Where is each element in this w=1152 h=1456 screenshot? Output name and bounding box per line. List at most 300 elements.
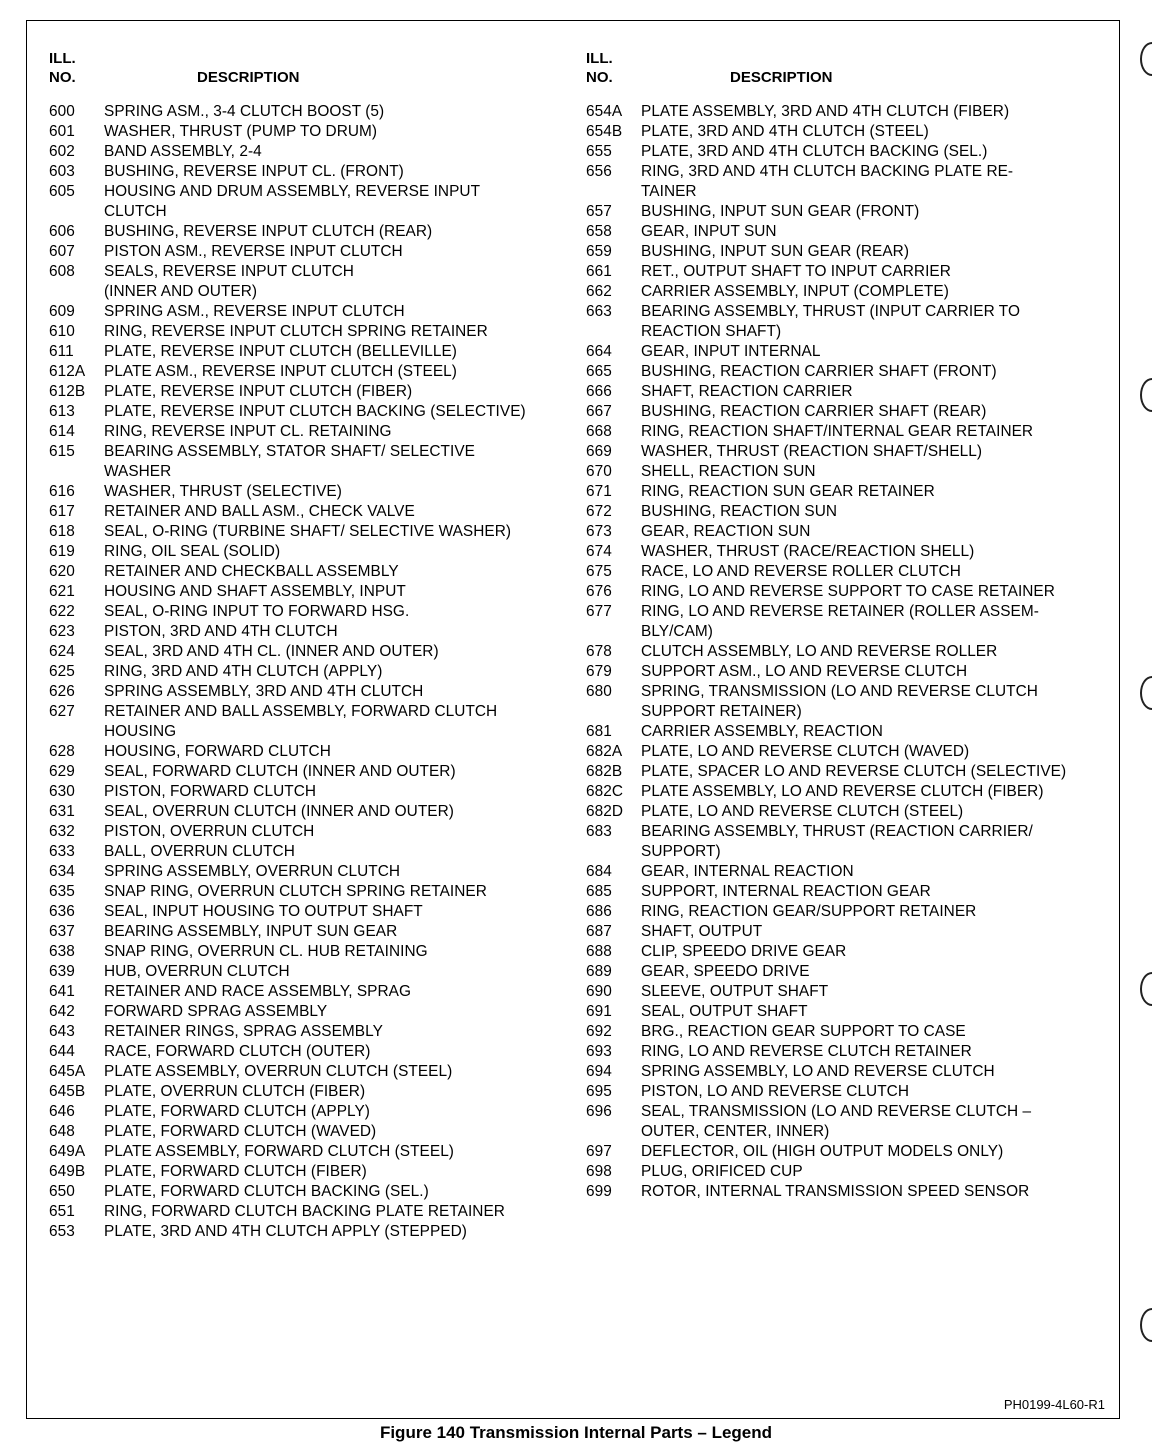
item-number: 687 bbox=[586, 923, 612, 940]
legend-item bbox=[584, 262, 1114, 282]
item-number: 670 bbox=[586, 463, 612, 480]
legend-item bbox=[47, 142, 567, 162]
legend-item bbox=[47, 1202, 567, 1222]
item-description: PLATE ASSEMBLY, FORWARD CLUTCH (STEEL) bbox=[104, 1143, 454, 1160]
item-number: 657 bbox=[586, 203, 612, 220]
item-number: 690 bbox=[586, 983, 612, 1000]
legend-item bbox=[47, 1062, 567, 1082]
item-description: SPRING ASSEMBLY, LO AND REVERSE CLUTCH bbox=[641, 1063, 995, 1080]
item-number: 653 bbox=[49, 1223, 75, 1240]
item-number: 602 bbox=[49, 143, 75, 160]
item-number: 608 bbox=[49, 263, 75, 280]
item-description: RING, LO AND REVERSE CLUTCH RETAINER bbox=[641, 1043, 972, 1060]
legend-item bbox=[584, 1062, 1114, 1082]
item-description: PLUG, ORIFICED CUP bbox=[641, 1163, 803, 1180]
legend-frame bbox=[26, 20, 1120, 1419]
item-description: SEAL, INPUT HOUSING TO OUTPUT SHAFT bbox=[104, 903, 423, 920]
item-description: PLATE, FORWARD CLUTCH (APPLY) bbox=[104, 1103, 370, 1120]
item-description: BUSHING, INPUT SUN GEAR (FRONT) bbox=[641, 203, 920, 220]
legend-item bbox=[47, 322, 567, 342]
legend-item bbox=[47, 1002, 567, 1022]
item-number: 688 bbox=[586, 943, 612, 960]
item-number: 654B bbox=[586, 123, 623, 140]
legend-item bbox=[584, 862, 1114, 882]
legend-item bbox=[47, 502, 567, 522]
legend-item bbox=[47, 1102, 567, 1122]
item-number: 625 bbox=[49, 663, 75, 680]
binder-hole bbox=[1140, 42, 1152, 76]
item-number: 605 bbox=[49, 183, 75, 200]
item-description: PISTON ASM., REVERSE INPUT CLUTCH bbox=[104, 243, 403, 260]
legend-item bbox=[584, 362, 1114, 382]
item-description: PLATE, OVERRUN CLUTCH (FIBER) bbox=[104, 1083, 366, 1100]
item-number: 616 bbox=[49, 483, 75, 500]
item-description: PLATE, REVERSE INPUT CLUTCH (BELLEVILLE) bbox=[104, 343, 457, 360]
item-number: 680 bbox=[586, 683, 612, 700]
item-number: 600 bbox=[49, 103, 75, 120]
item-number: 682C bbox=[586, 783, 623, 800]
item-description: BUSHING, REACTION SUN bbox=[641, 503, 838, 520]
legend-item bbox=[584, 402, 1114, 422]
legend-item bbox=[584, 1042, 1114, 1062]
legend-item bbox=[47, 1162, 567, 1182]
item-description: WASHER, THRUST (RACE/REACTION SHELL) bbox=[641, 543, 975, 560]
item-description: SEALS, REVERSE INPUT CLUTCH (INNER AND OUTER) bbox=[104, 263, 354, 300]
legend-item bbox=[47, 522, 567, 542]
item-description: PISTON, 3RD AND 4TH CLUTCH bbox=[104, 623, 338, 640]
legend-item bbox=[47, 222, 567, 242]
item-number: 601 bbox=[49, 123, 75, 140]
legend-item bbox=[47, 1022, 567, 1042]
legend-item bbox=[47, 362, 567, 382]
item-description: RING, 3RD AND 4TH CLUTCH (APPLY) bbox=[104, 663, 383, 680]
item-description: PLATE ASM., REVERSE INPUT CLUTCH (STEEL) bbox=[104, 363, 457, 380]
legend-item bbox=[584, 1102, 1114, 1142]
item-number: 615 bbox=[49, 443, 75, 460]
legend-item bbox=[47, 662, 567, 682]
legend-item bbox=[47, 882, 567, 902]
item-description: PLATE, LO AND REVERSE CLUTCH (STEEL) bbox=[641, 803, 964, 820]
legend-item bbox=[47, 602, 567, 622]
item-number: 668 bbox=[586, 423, 612, 440]
item-description: SHAFT, REACTION CARRIER bbox=[641, 383, 853, 400]
item-number: 650 bbox=[49, 1183, 75, 1200]
legend-item bbox=[584, 1142, 1114, 1162]
legend-item bbox=[47, 962, 567, 982]
item-number: 669 bbox=[586, 443, 612, 460]
item-description: PLATE, FORWARD CLUTCH BACKING (SEL.) bbox=[104, 1183, 429, 1200]
legend-item bbox=[584, 1162, 1114, 1182]
item-description: RING, LO AND REVERSE RETAINER (ROLLER ASSEM- BLY/CAM) bbox=[641, 603, 1039, 640]
binder-hole bbox=[1140, 1308, 1152, 1342]
item-number: 629 bbox=[49, 763, 75, 780]
legend-item bbox=[47, 642, 567, 662]
item-number: 674 bbox=[586, 543, 612, 560]
item-description: RING, OIL SEAL (SOLID) bbox=[104, 543, 281, 560]
item-number: 622 bbox=[49, 603, 75, 620]
item-number: 672 bbox=[586, 503, 612, 520]
binder-hole bbox=[1140, 676, 1152, 710]
item-number: 677 bbox=[586, 603, 612, 620]
item-description: BEARING ASSEMBLY, STATOR SHAFT/ SELECTIVE WASHER bbox=[104, 443, 475, 480]
item-description: BUSHING, REVERSE INPUT CLUTCH (REAR) bbox=[104, 223, 433, 240]
item-number: 649B bbox=[49, 1163, 86, 1180]
item-description: GEAR, SPEEDO DRIVE bbox=[641, 963, 810, 980]
item-number: 639 bbox=[49, 963, 75, 980]
item-description: GEAR, INPUT SUN bbox=[641, 223, 777, 240]
item-number: 694 bbox=[586, 1063, 612, 1080]
item-number: 686 bbox=[586, 903, 612, 920]
legend-item bbox=[584, 462, 1114, 482]
item-description: PLATE, SPACER LO AND REVERSE CLUTCH (SELECTIVE) bbox=[641, 763, 1067, 780]
legend-item bbox=[47, 802, 567, 822]
item-description: WASHER, THRUST (PUMP TO DRUM) bbox=[104, 123, 378, 140]
item-description: SEAL, O-RING (TURBINE SHAFT/ SELECTIVE WASHER) bbox=[104, 523, 512, 540]
item-description: SPRING ASM., 3-4 CLUTCH BOOST (5) bbox=[104, 103, 385, 120]
item-number: 656 bbox=[586, 163, 612, 180]
legend-item bbox=[584, 302, 1114, 342]
item-description: PISTON, OVERRUN CLUTCH bbox=[104, 823, 315, 840]
legend-item bbox=[584, 942, 1114, 962]
header-description: DESCRIPTION bbox=[197, 69, 300, 86]
item-number: 699 bbox=[586, 1183, 612, 1200]
item-description: GEAR, INTERNAL REACTION bbox=[641, 863, 854, 880]
item-number: 689 bbox=[586, 963, 612, 980]
item-description: SEAL, 3RD AND 4TH CL. (INNER AND OUTER) bbox=[104, 643, 439, 660]
item-description: PLATE ASSEMBLY, 3RD AND 4TH CLUTCH (FIBER) bbox=[641, 103, 1010, 120]
item-description: RING, REACTION SHAFT/INTERNAL GEAR RETAINER bbox=[641, 423, 1034, 440]
legend-item bbox=[584, 642, 1114, 662]
item-number: 684 bbox=[586, 863, 612, 880]
item-description: SNAP RING, OVERRUN CLUTCH SPRING RETAINER bbox=[104, 883, 487, 900]
legend-item bbox=[584, 202, 1114, 222]
item-number: 609 bbox=[49, 303, 75, 320]
item-description: SEAL, O-RING INPUT TO FORWARD HSG. bbox=[104, 603, 410, 620]
item-description: PLATE, 3RD AND 4TH CLUTCH APPLY (STEPPED) bbox=[104, 1223, 467, 1240]
item-description: SEAL, TRANSMISSION (LO AND REVERSE CLUTCH – OUTER, CENTER, INNER) bbox=[641, 1103, 1032, 1140]
item-number: 628 bbox=[49, 743, 75, 760]
item-description: PLATE, FORWARD CLUTCH (WAVED) bbox=[104, 1123, 377, 1140]
item-number: 649A bbox=[49, 1143, 86, 1160]
legend-item bbox=[47, 342, 567, 362]
item-description: PLATE, LO AND REVERSE CLUTCH (WAVED) bbox=[641, 743, 970, 760]
item-description: CLUTCH ASSEMBLY, LO AND REVERSE ROLLER bbox=[641, 643, 998, 660]
item-number: 697 bbox=[586, 1143, 612, 1160]
item-description: BUSHING, REVERSE INPUT CL. (FRONT) bbox=[104, 163, 404, 180]
item-number: 606 bbox=[49, 223, 75, 240]
legend-item bbox=[584, 662, 1114, 682]
item-description: PISTON, LO AND REVERSE CLUTCH bbox=[641, 1083, 909, 1100]
item-description: PISTON, FORWARD CLUTCH bbox=[104, 783, 317, 800]
item-number: 662 bbox=[586, 283, 612, 300]
item-description: SEAL, OVERRUN CLUTCH (INNER AND OUTER) bbox=[104, 803, 454, 820]
item-description: PLATE ASSEMBLY, OVERRUN CLUTCH (STEEL) bbox=[104, 1063, 453, 1080]
legend-item bbox=[584, 742, 1114, 762]
item-description: RING, REVERSE INPUT CL. RETAINING bbox=[104, 423, 392, 440]
item-description: SUPPORT, INTERNAL REACTION GEAR bbox=[641, 883, 931, 900]
item-number: 610 bbox=[49, 323, 75, 340]
legend-item bbox=[47, 562, 567, 582]
legend-item bbox=[584, 422, 1114, 442]
item-number: 632 bbox=[49, 823, 75, 840]
legend-column-left bbox=[47, 49, 567, 1242]
legend-item bbox=[584, 382, 1114, 402]
legend-item bbox=[47, 942, 567, 962]
item-number: 658 bbox=[586, 223, 612, 240]
header-no: NO. bbox=[586, 69, 613, 86]
item-description: BUSHING, REACTION CARRIER SHAFT (FRONT) bbox=[641, 363, 997, 380]
item-description: SHELL, REACTION SUN bbox=[641, 463, 816, 480]
legend-item bbox=[584, 962, 1114, 982]
item-description: BUSHING, REACTION CARRIER SHAFT (REAR) bbox=[641, 403, 987, 420]
legend-item bbox=[47, 162, 567, 182]
legend-item bbox=[47, 442, 567, 482]
item-number: 630 bbox=[49, 783, 75, 800]
item-number: 671 bbox=[586, 483, 612, 500]
legend-item bbox=[47, 682, 567, 702]
item-description: BRG., REACTION GEAR SUPPORT TO CASE bbox=[641, 1023, 966, 1040]
item-description: RING, LO AND REVERSE SUPPORT TO CASE RETAINER bbox=[641, 583, 1055, 600]
item-description: RING, REVERSE INPUT CLUTCH SPRING RETAINER bbox=[104, 323, 488, 340]
item-number: 618 bbox=[49, 523, 75, 540]
item-description: PLATE, 3RD AND 4TH CLUTCH (STEEL) bbox=[641, 123, 929, 140]
item-number: 644 bbox=[49, 1043, 75, 1060]
item-number: 663 bbox=[586, 303, 612, 320]
item-description: SPRING ASSEMBLY, 3RD AND 4TH CLUTCH bbox=[104, 683, 424, 700]
item-number: 695 bbox=[586, 1083, 612, 1100]
legend-item bbox=[584, 982, 1114, 1002]
item-description: SEAL, FORWARD CLUTCH (INNER AND OUTER) bbox=[104, 763, 456, 780]
legend-item bbox=[47, 102, 567, 122]
legend-item bbox=[47, 782, 567, 802]
legend-item bbox=[47, 242, 567, 262]
legend-item bbox=[47, 922, 567, 942]
item-number: 611 bbox=[49, 343, 74, 360]
item-description: SPRING, TRANSMISSION (LO AND REVERSE CLUTCH SUPPORT RETAINER) bbox=[641, 683, 1038, 720]
item-description: SHAFT, OUTPUT bbox=[641, 923, 763, 940]
legend-item bbox=[47, 902, 567, 922]
item-description: HOUSING, FORWARD CLUTCH bbox=[104, 743, 331, 760]
item-description: SLEEVE, OUTPUT SHAFT bbox=[641, 983, 829, 1000]
item-description: BALL, OVERRUN CLUTCH bbox=[104, 843, 295, 860]
legend-item bbox=[584, 922, 1114, 942]
item-description: SPRING ASM., REVERSE INPUT CLUTCH bbox=[104, 303, 405, 320]
item-description: RETAINER AND BALL ASSEMBLY, FORWARD CLUTCH HOUSING bbox=[104, 703, 498, 740]
binder-hole bbox=[1140, 972, 1152, 1006]
item-description: RACE, LO AND REVERSE ROLLER CLUTCH bbox=[641, 563, 961, 580]
legend-item bbox=[584, 222, 1114, 242]
item-number: 675 bbox=[586, 563, 612, 580]
item-description: RING, REACTION GEAR/SUPPORT RETAINER bbox=[641, 903, 977, 920]
item-number: 683 bbox=[586, 823, 612, 840]
item-number: 667 bbox=[586, 403, 612, 420]
item-number: 645A bbox=[49, 1063, 86, 1080]
item-description: CARRIER ASSEMBLY, INPUT (COMPLETE) bbox=[641, 283, 949, 300]
legend-item bbox=[47, 842, 567, 862]
item-number: 693 bbox=[586, 1043, 612, 1060]
item-number: 621 bbox=[49, 583, 75, 600]
item-number: 661 bbox=[586, 263, 612, 280]
item-number: 627 bbox=[49, 703, 75, 720]
legend-item bbox=[584, 582, 1114, 602]
legend-item bbox=[47, 1122, 567, 1142]
header-description: DESCRIPTION bbox=[730, 69, 833, 86]
item-number: 614 bbox=[49, 423, 75, 440]
legend-item bbox=[47, 622, 567, 642]
legend-item bbox=[584, 122, 1114, 142]
item-number: 624 bbox=[49, 643, 75, 660]
item-number: 619 bbox=[49, 543, 75, 560]
item-description: RETAINER AND RACE ASSEMBLY, SPRAG bbox=[104, 983, 411, 1000]
item-description: RING, 3RD AND 4TH CLUTCH BACKING PLATE RE- TAINER bbox=[641, 163, 1014, 200]
item-number: 638 bbox=[49, 943, 75, 960]
legend-item bbox=[584, 502, 1114, 522]
header-no: NO. bbox=[49, 69, 76, 86]
legend-item bbox=[584, 822, 1114, 862]
legend-item bbox=[47, 1142, 567, 1162]
item-number: 664 bbox=[586, 343, 612, 360]
item-description: PLATE, FORWARD CLUTCH (FIBER) bbox=[104, 1163, 367, 1180]
legend-item bbox=[584, 162, 1114, 202]
item-number: 641 bbox=[49, 983, 75, 1000]
item-number: 617 bbox=[49, 503, 75, 520]
item-description: GEAR, REACTION SUN bbox=[641, 523, 811, 540]
figure-code: PH0199-4L60-R1 bbox=[1003, 1397, 1105, 1412]
item-number: 603 bbox=[49, 163, 75, 180]
item-description: PLATE, REVERSE INPUT CLUTCH (FIBER) bbox=[104, 383, 413, 400]
item-number: 655 bbox=[586, 143, 612, 160]
item-description: PLATE ASSEMBLY, LO AND REVERSE CLUTCH (FIBER) bbox=[641, 783, 1044, 800]
item-number: 696 bbox=[586, 1103, 612, 1120]
legend-item bbox=[584, 782, 1114, 802]
item-description: SNAP RING, OVERRUN CL. HUB RETAINING bbox=[104, 943, 428, 960]
legend-item bbox=[47, 1182, 567, 1202]
legend-item bbox=[584, 1182, 1114, 1202]
legend-item bbox=[47, 1222, 567, 1242]
legend-column-right bbox=[584, 49, 1114, 1202]
item-number: 613 bbox=[49, 403, 75, 420]
item-description: SPRING ASSEMBLY, OVERRUN CLUTCH bbox=[104, 863, 401, 880]
column-header bbox=[584, 49, 1114, 95]
item-number: 607 bbox=[49, 243, 75, 260]
item-number: 631 bbox=[49, 803, 75, 820]
figure-caption: Figure 140 Transmission Internal Parts – Legend bbox=[379, 1423, 773, 1442]
item-description: RING, FORWARD CLUTCH BACKING PLATE RETAINER bbox=[104, 1203, 505, 1220]
legend-list-right bbox=[584, 102, 1114, 1202]
item-description: WASHER, THRUST (SELECTIVE) bbox=[104, 483, 342, 500]
legend-item bbox=[47, 302, 567, 322]
binder-hole bbox=[1140, 378, 1152, 412]
legend-item bbox=[47, 742, 567, 762]
legend-item bbox=[584, 1082, 1114, 1102]
item-description: GEAR, INPUT INTERNAL bbox=[641, 343, 821, 360]
column-header bbox=[47, 49, 567, 95]
item-number: 698 bbox=[586, 1163, 612, 1180]
item-number: 637 bbox=[49, 923, 75, 940]
item-number: 612B bbox=[49, 383, 86, 400]
legend-item bbox=[584, 802, 1114, 822]
header-ill: ILL. bbox=[586, 50, 613, 67]
legend-item bbox=[584, 1002, 1114, 1022]
legend-item bbox=[584, 882, 1114, 902]
item-number: 682A bbox=[586, 743, 623, 760]
legend-list-left bbox=[47, 102, 567, 1242]
item-description: RETAINER RINGS, SPRAG ASSEMBLY bbox=[104, 1023, 383, 1040]
item-number: 665 bbox=[586, 363, 612, 380]
item-description: SEAL, OUTPUT SHAFT bbox=[641, 1003, 808, 1020]
item-number: 648 bbox=[49, 1123, 75, 1140]
item-description: ROTOR, INTERNAL TRANSMISSION SPEED SENSOR bbox=[641, 1183, 1030, 1200]
legend-item bbox=[584, 522, 1114, 542]
legend-item bbox=[47, 422, 567, 442]
legend-item bbox=[47, 262, 567, 302]
legend-item bbox=[47, 582, 567, 602]
item-number: 654A bbox=[586, 103, 623, 120]
legend-item bbox=[584, 682, 1114, 722]
item-description: BEARING ASSEMBLY, INPUT SUN GEAR bbox=[104, 923, 398, 940]
legend-item bbox=[47, 122, 567, 142]
legend-item bbox=[47, 482, 567, 502]
legend-item bbox=[47, 982, 567, 1002]
item-number: 623 bbox=[49, 623, 75, 640]
item-number: 679 bbox=[586, 663, 612, 680]
item-number: 673 bbox=[586, 523, 612, 540]
legend-item bbox=[584, 902, 1114, 922]
item-number: 626 bbox=[49, 683, 75, 700]
legend-item bbox=[47, 762, 567, 782]
item-number: 676 bbox=[586, 583, 612, 600]
item-description: RACE, FORWARD CLUTCH (OUTER) bbox=[104, 1043, 371, 1060]
item-description: SUPPORT ASM., LO AND REVERSE CLUTCH bbox=[641, 663, 968, 680]
legend-item bbox=[584, 1022, 1114, 1042]
item-number: 681 bbox=[586, 723, 612, 740]
item-description: RET., OUTPUT SHAFT TO INPUT CARRIER bbox=[641, 263, 951, 280]
item-description: WASHER, THRUST (REACTION SHAFT/SHELL) bbox=[641, 443, 983, 460]
legend-item bbox=[47, 862, 567, 882]
item-description: RING, REACTION SUN GEAR RETAINER bbox=[641, 483, 935, 500]
legend-item bbox=[584, 542, 1114, 562]
item-description: BAND ASSEMBLY, 2-4 bbox=[104, 143, 262, 160]
legend-item bbox=[47, 382, 567, 402]
header-ill: ILL. bbox=[49, 50, 76, 67]
legend-item bbox=[584, 482, 1114, 502]
item-description: HOUSING AND SHAFT ASSEMBLY, INPUT bbox=[104, 583, 406, 600]
item-description: PLATE, 3RD AND 4TH CLUTCH BACKING (SEL.) bbox=[641, 143, 988, 160]
legend-item bbox=[47, 1042, 567, 1062]
item-description: BEARING ASSEMBLY, THRUST (INPUT CARRIER TO REACTION SHAFT) bbox=[641, 303, 1020, 340]
item-description: RETAINER AND BALL ASM., CHECK VALVE bbox=[104, 503, 415, 520]
item-number: 666 bbox=[586, 383, 612, 400]
item-number: 682D bbox=[586, 803, 623, 820]
legend-item bbox=[584, 602, 1114, 642]
item-description: HUB, OVERRUN CLUTCH bbox=[104, 963, 290, 980]
item-number: 685 bbox=[586, 883, 612, 900]
legend-item bbox=[47, 542, 567, 562]
item-number: 646 bbox=[49, 1103, 75, 1120]
legend-item bbox=[584, 282, 1114, 302]
legend-item bbox=[47, 822, 567, 842]
legend-item bbox=[47, 402, 567, 422]
item-number: 692 bbox=[586, 1023, 612, 1040]
item-number: 635 bbox=[49, 883, 75, 900]
item-description: CARRIER ASSEMBLY, REACTION bbox=[641, 723, 883, 740]
item-number: 659 bbox=[586, 243, 612, 260]
legend-item bbox=[47, 702, 567, 742]
item-number: 633 bbox=[49, 843, 75, 860]
item-description: RETAINER AND CHECKBALL ASSEMBLY bbox=[104, 563, 399, 580]
legend-item bbox=[584, 762, 1114, 782]
item-number: 636 bbox=[49, 903, 75, 920]
